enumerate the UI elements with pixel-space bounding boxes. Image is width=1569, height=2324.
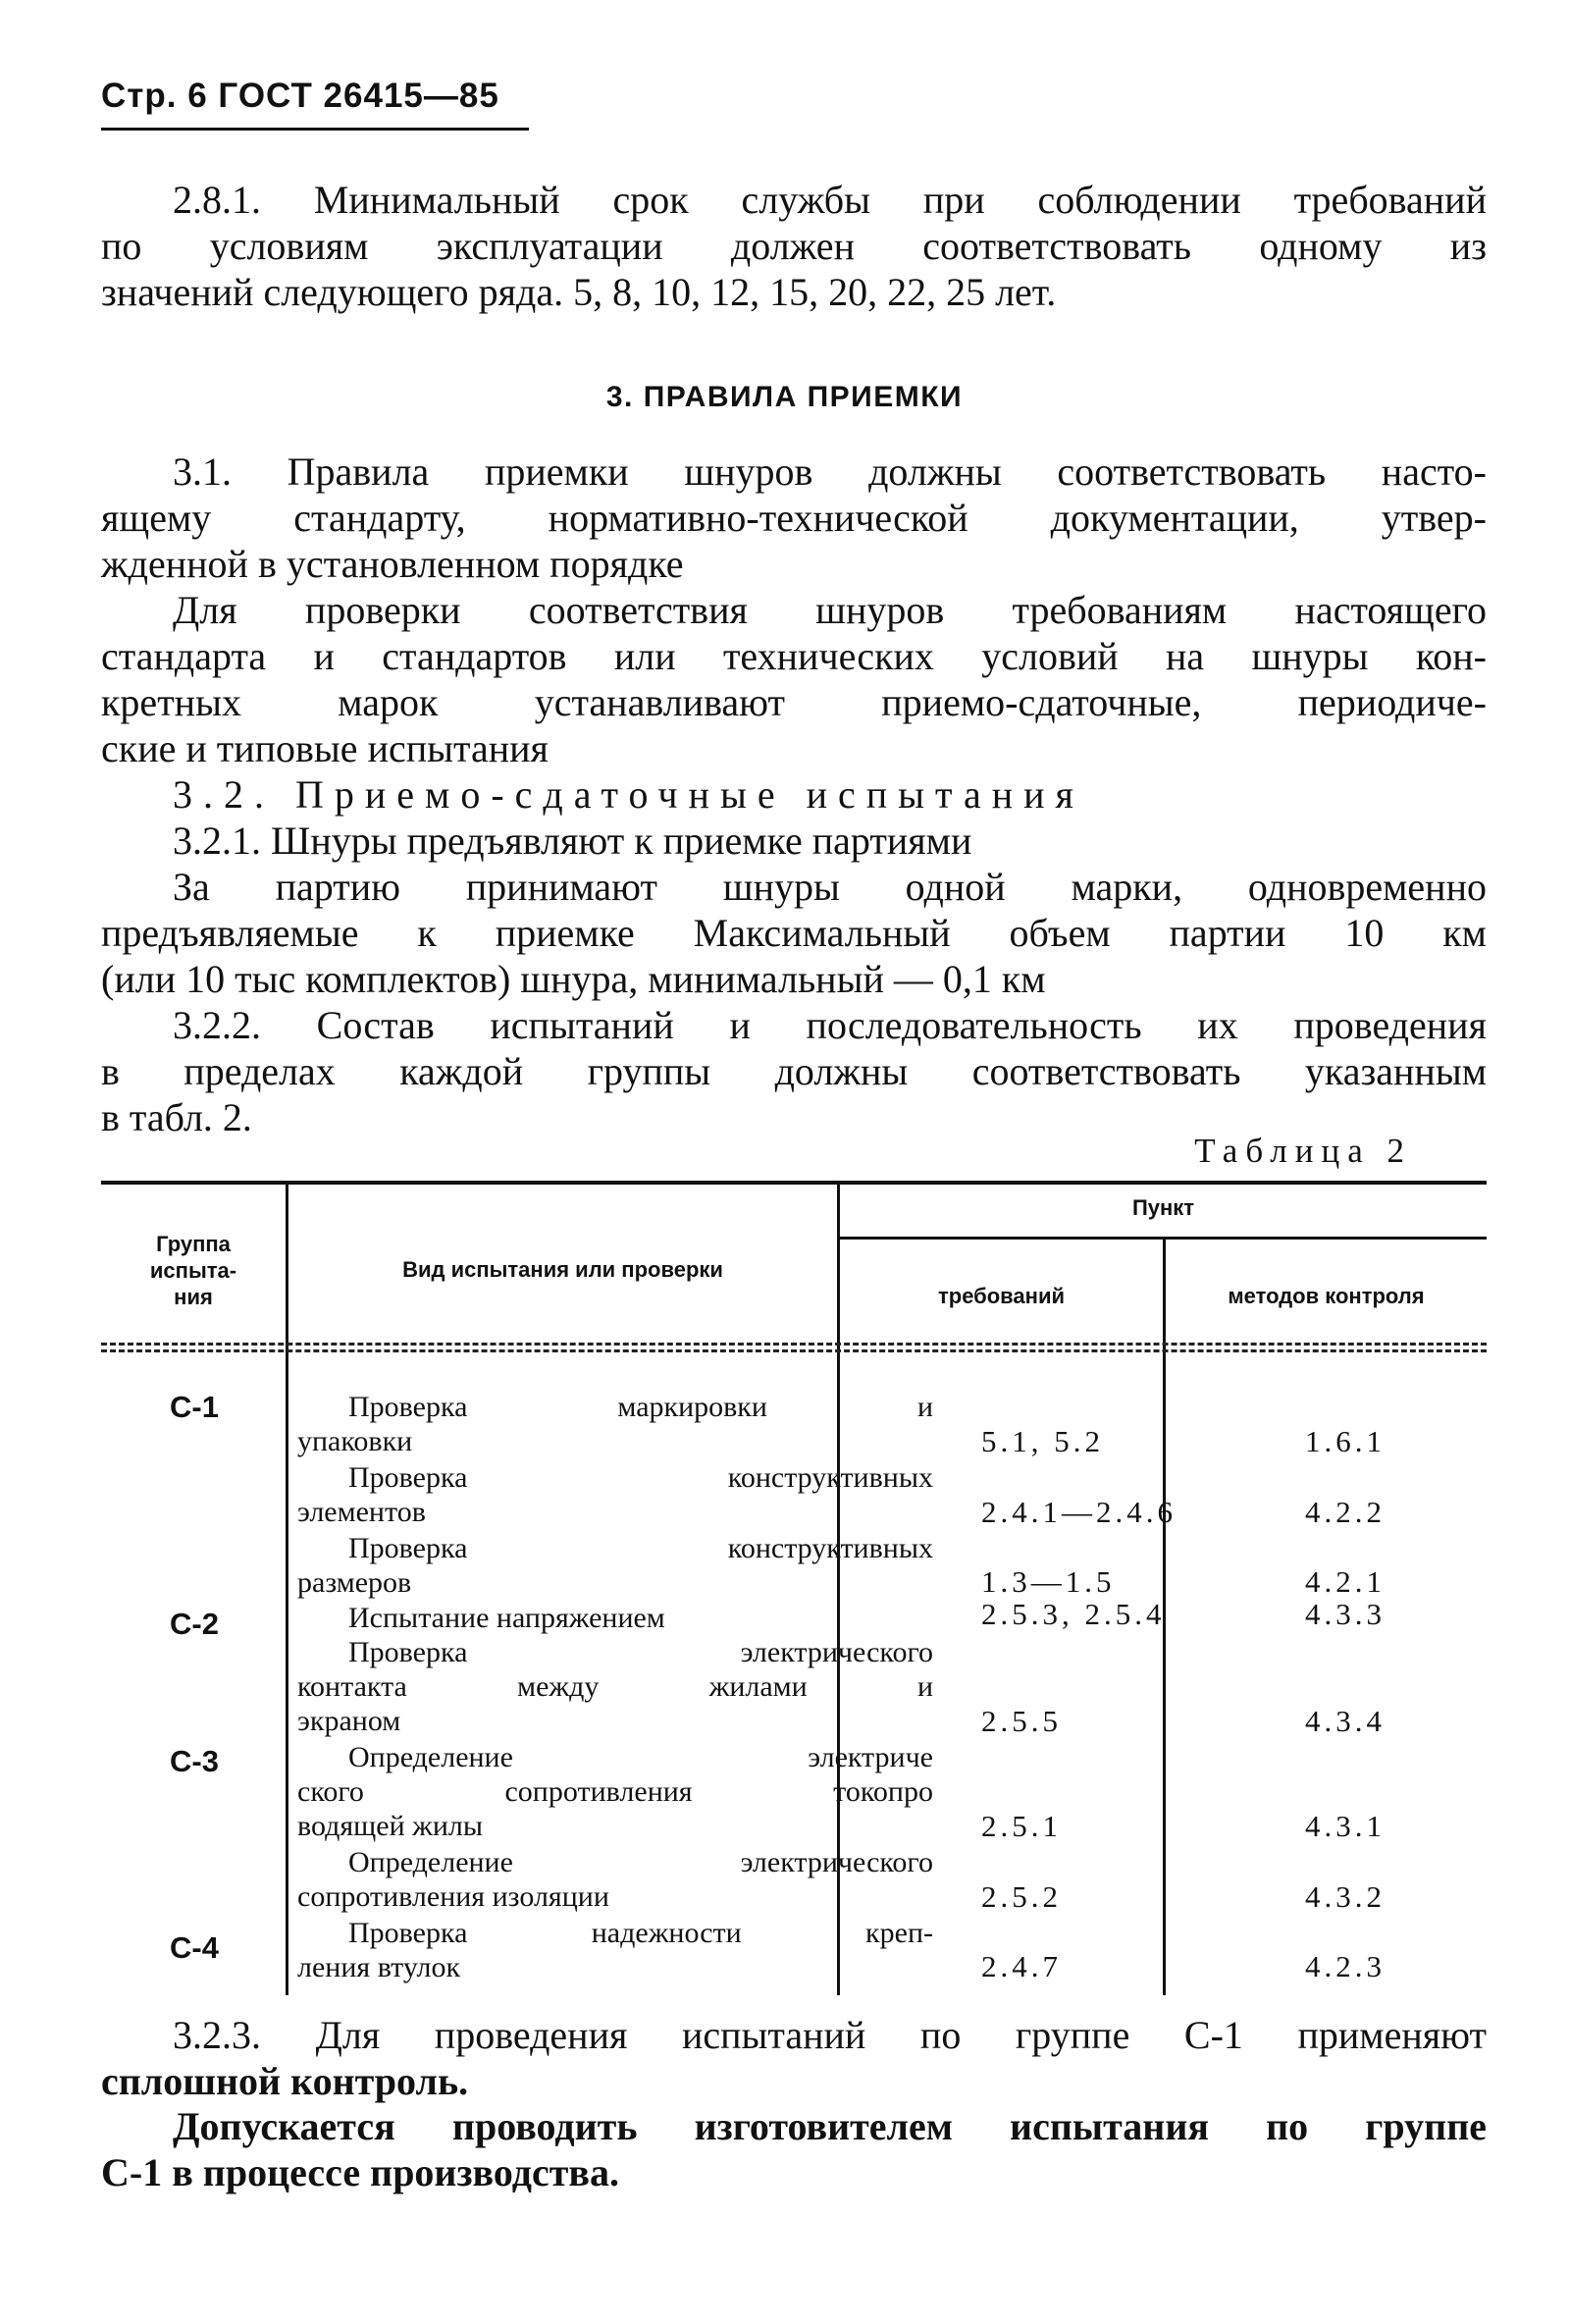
text-line: в табл. 2. [101, 1095, 252, 1139]
description-line: водящей жилы [297, 1810, 484, 1842]
page-header: Стр. 6 ГОСТ 26415—85 [101, 77, 499, 115]
text-line: ящему стандарту, нормативно-технической документации, утвер- [101, 496, 1487, 540]
text-line: 3.2.1. Шнуры предъявляют к приемке партиями [173, 819, 972, 863]
text-line: кретных марок устанавливают приемо-сдаточные, периодиче- [101, 680, 1487, 724]
table-row-description [297, 1531, 933, 1600]
methods-cell: 4.2.2 [1305, 1495, 1386, 1529]
header-group-line: ния [174, 1285, 213, 1309]
header-methods: методов контроля [1228, 1284, 1425, 1308]
requirements-cell: 2.5.3, 2.5.4 [981, 1597, 1166, 1631]
description-line: элементов [297, 1496, 426, 1528]
header-group [101, 1231, 286, 1310]
description-line: Испытание напряжением [348, 1602, 665, 1634]
paragraph-3-2-1-continued [101, 864, 1487, 1002]
methods-cell: 4.2.3 [1305, 1949, 1386, 1983]
table-row-description [297, 1635, 933, 1738]
text-line: 3.2. Приемо-сдаточные испытания [173, 772, 1084, 817]
text-line: стандарта и стандартов или технических условий на шнуры кон- [101, 634, 1487, 678]
group-c2: С-2 [170, 1607, 219, 1641]
description-line: ления втулок [297, 1951, 461, 1983]
text-line: предъявляемые к приемке Максимальный объем партии 10 км [101, 911, 1487, 955]
paragraph-3-1-continued [101, 587, 1487, 771]
table-header-rule [101, 1349, 1487, 1352]
text-line: 3.2.3. Для проведения испытаний по группе С-1 применяют [173, 2013, 1487, 2057]
header-rule [101, 128, 529, 131]
methods-cell: 4.2.1 [1305, 1564, 1386, 1599]
group-c3: С-3 [170, 1744, 219, 1778]
text-line: Допускается проводить изготовителем испытания по группе [173, 2104, 1487, 2148]
paragraph-3-2-2 [101, 1002, 1487, 1140]
text-line: сплошной контроль. [101, 2059, 469, 2103]
paragraph-3-2-3-continued [101, 2103, 1487, 2195]
requirements-cell: 1.3—1.5 [981, 1564, 1116, 1599]
table-row-description [297, 1845, 933, 1914]
paragraph-3-2-3 [101, 2012, 1487, 2104]
requirements-cell: 2.4.7 [981, 1949, 1062, 1983]
table-row-description [297, 1601, 933, 1635]
text-line: в пределах каждой группы должны соответствовать указанным [101, 1049, 1487, 1093]
description-line: экраном [297, 1705, 401, 1737]
text-line: по условиям эксплуатации должен соответствовать одному из [101, 224, 1487, 268]
text-line: 3.1. Правила приемки шнуров должны соответствовать насто- [173, 449, 1487, 494]
description-line: Определение электрического [348, 1846, 933, 1878]
text-line: 3.2.2. Состав испытаний и последовательность их проведения [173, 1003, 1487, 1047]
description-line: Проверка конструктивных [348, 1532, 933, 1564]
text-line: 2.8.1. Минимальный срок службы при соблюдении требований [173, 178, 1487, 222]
description-line: размеров [297, 1566, 412, 1599]
group-c4: С-4 [170, 1930, 219, 1965]
description-line: Проверка конструктивных [348, 1461, 933, 1494]
methods-cell: 4.3.3 [1305, 1597, 1386, 1631]
table-column-divider [286, 1181, 288, 1995]
description-line: упаковки [297, 1425, 413, 1457]
table-header-rule [101, 1343, 1487, 1346]
table-row-description [297, 1916, 933, 1984]
requirements-cell: 2.5.2 [981, 1879, 1062, 1914]
table-row-description [297, 1390, 933, 1458]
description-line: Проверка надежности креп- [348, 1917, 933, 1949]
paragraph-3-2 [101, 771, 1487, 818]
paragraph-2-8-1 [101, 177, 1487, 315]
table-row-description [297, 1460, 933, 1529]
text-line: (или 10 тыс комплектов) шнура, минимальный — 0,1 км [101, 957, 1046, 1001]
description-line: Проверка маркировки и [348, 1391, 933, 1423]
table-row-description [297, 1740, 933, 1843]
text-line: Для проверки соответствия шнуров требованиям настоящего [173, 588, 1487, 632]
requirements-cell: 2.5.1 [981, 1809, 1062, 1843]
header-requirements: требований [938, 1284, 1065, 1308]
table-2 [101, 1181, 1487, 1995]
paragraph-3-2-1 [101, 818, 1487, 864]
description-line: сопротивления изоляции [297, 1880, 609, 1913]
text-line: ские и типовые испытания [101, 726, 549, 770]
text-line: жденной в установленном порядке [101, 542, 684, 586]
header-kind: Вид испытания или проверки [402, 1257, 723, 1282]
table-top-rule [101, 1181, 1487, 1185]
methods-cell: 1.6.1 [1305, 1424, 1386, 1458]
table-punkt-rule [837, 1237, 1487, 1240]
description-line: Проверка электрического [348, 1636, 933, 1668]
header-punkt: Пункт [1131, 1195, 1195, 1220]
description-line: ского сопротивления токопро [297, 1775, 933, 1808]
description-line: контакта между жилами и [297, 1670, 933, 1703]
text-line: За партию принимают шнуры одной марки, одновременно [173, 865, 1487, 909]
text-line: значений следующего ряда. 5, 8, 10, 12, 15, 20, 22, 25 лет. [101, 270, 1057, 314]
text-line: С-1 в процессе производства. [101, 2150, 619, 2194]
header-group-line: Группа [156, 1232, 231, 1256]
table-caption: Таблица 2 [1194, 1132, 1412, 1170]
requirements-cell: 5.1, 5.2 [981, 1424, 1104, 1458]
methods-cell: 4.3.1 [1305, 1809, 1386, 1843]
paragraph-3-1 [101, 449, 1487, 587]
description-line: Определение электриче [348, 1741, 933, 1773]
methods-cell: 4.3.2 [1305, 1879, 1386, 1914]
header-group-line: испыта- [149, 1258, 237, 1283]
methods-cell: 4.3.4 [1305, 1704, 1386, 1738]
group-c1: С-1 [170, 1390, 219, 1424]
section-title: 3. ПРАВИЛА ПРИЕМКИ [605, 381, 964, 413]
requirements-cell: 2.4.1—2.4.6 [981, 1495, 1177, 1529]
requirements-cell: 2.5.5 [981, 1704, 1062, 1738]
